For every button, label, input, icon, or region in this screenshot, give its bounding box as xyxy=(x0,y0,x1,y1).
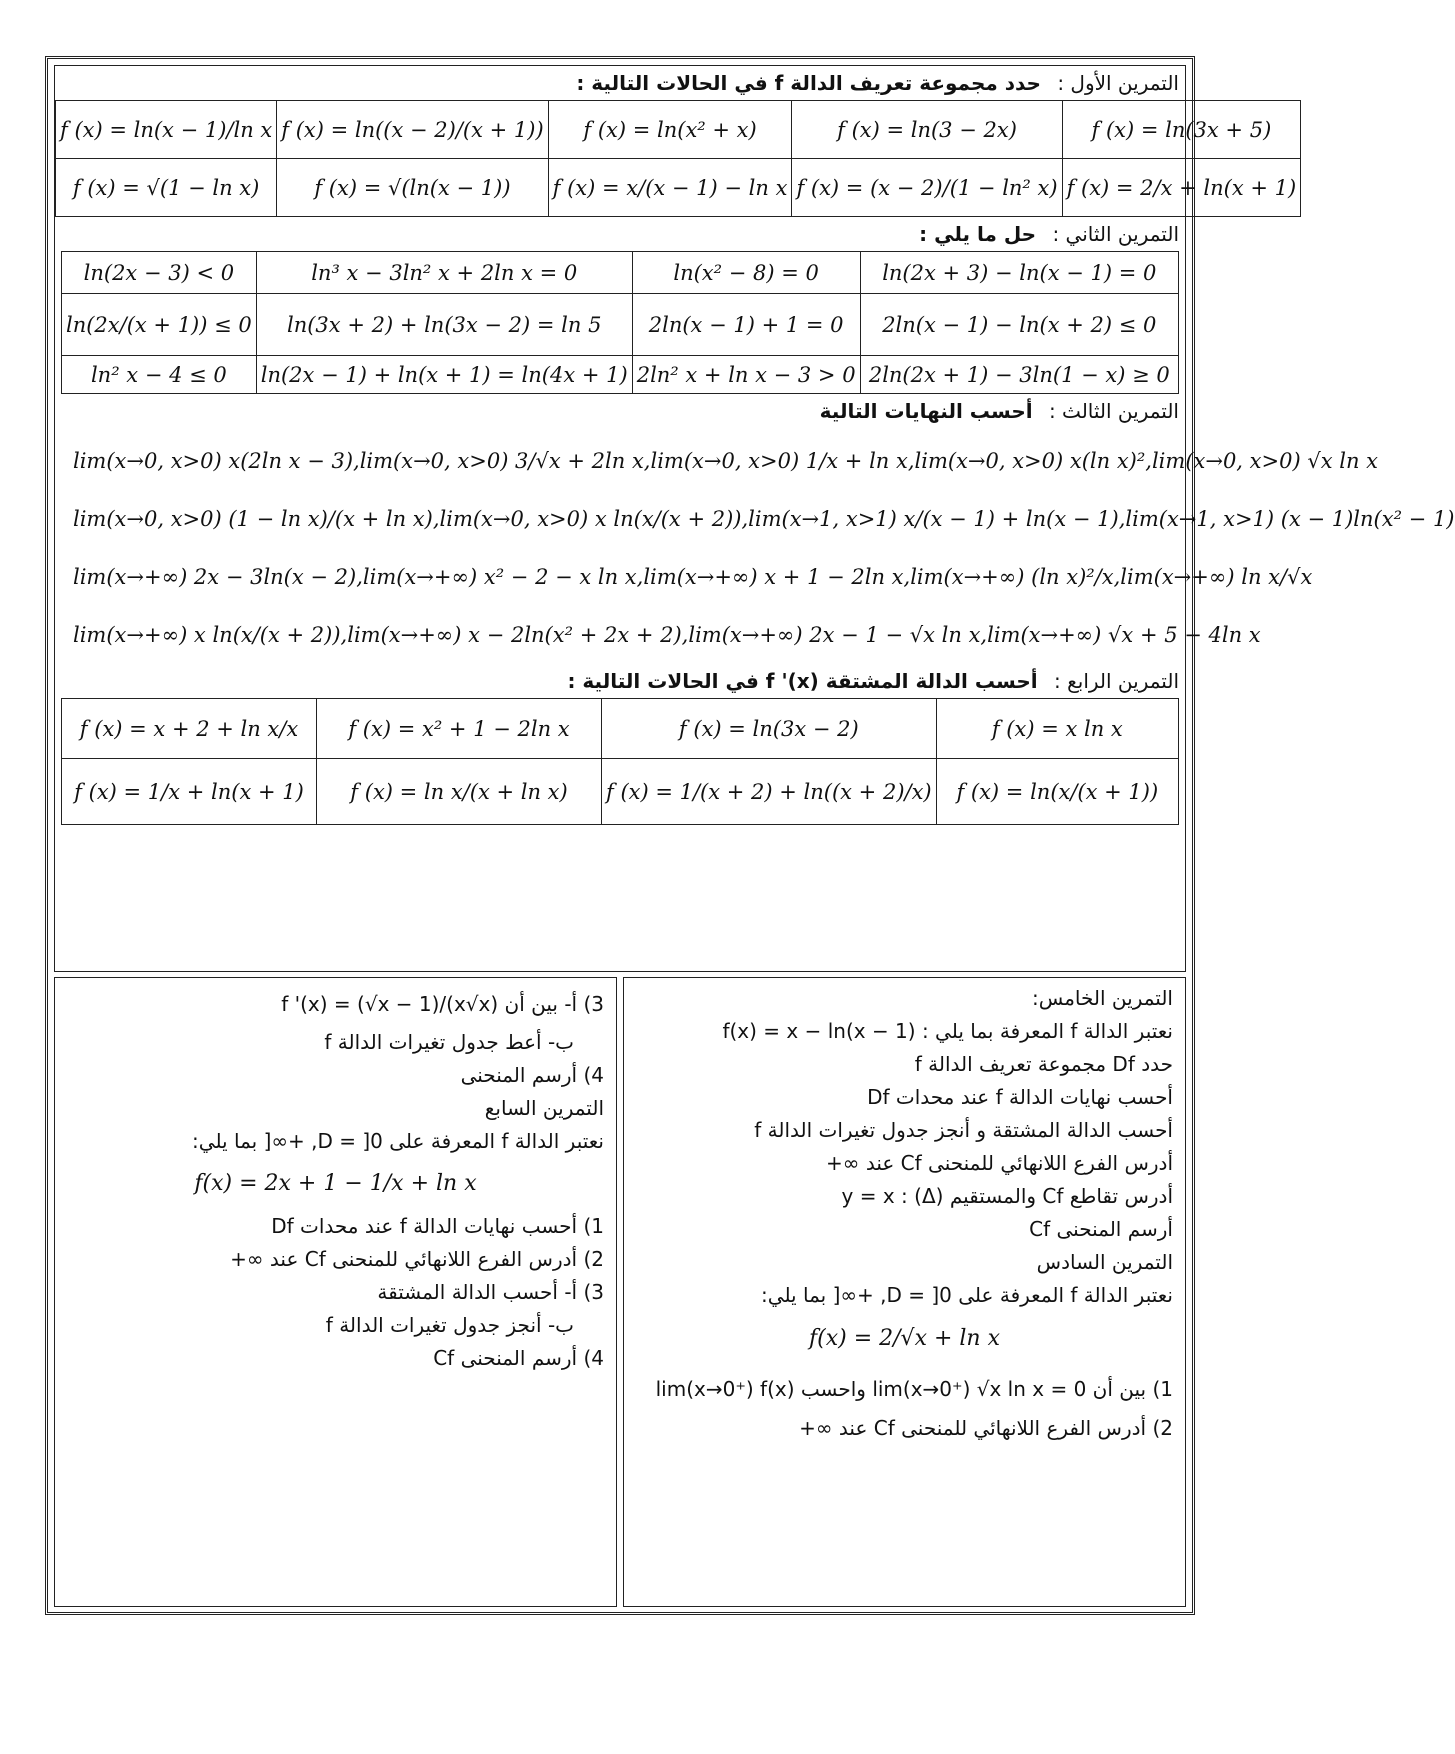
table-row xyxy=(62,699,1179,759)
exercise-4-table xyxy=(61,698,1179,825)
exercise-4-instruction: أحسب الدالة المشتقة f '(x) في الحالات التالية : xyxy=(567,669,1038,693)
exercise-3-instruction: أحسب النهايات التالية xyxy=(819,399,1033,423)
top-section xyxy=(54,65,1455,972)
list-item: 1) بين أن lim(x→0⁺) √x ln x = 0 واحسب lim(x→0⁺) f(x) xyxy=(655,1377,1173,1401)
separator: , xyxy=(1113,565,1121,589)
table-cell: ln(2x − 3) < 0 xyxy=(62,252,257,294)
exercise-2-title xyxy=(55,217,1185,251)
table-cell: f (x) = 1/(x + 2) + ln((x + 2)/x) xyxy=(602,759,937,825)
exercise-1-label: التمرين الأول : xyxy=(1057,71,1179,95)
exercise-7-label: التمرين السابع xyxy=(484,1096,604,1120)
exercise-6-label: التمرين السادس xyxy=(1036,1250,1173,1274)
table-cell: f (x) = 1/x + ln(x + 1) xyxy=(62,759,317,825)
table-cell: ln³ x − 3ln² x + 2ln x = 0 xyxy=(256,252,632,294)
exercise-7-panel xyxy=(54,977,617,1607)
limit-expression: lim(x→+∞) √x + 5 − 4ln x xyxy=(987,623,1261,647)
exercise-1-title xyxy=(55,66,1185,100)
separator: , xyxy=(636,565,644,589)
limit-expression: lim(x→+∞) x − 2ln(x² + 2x + 2) xyxy=(347,623,682,647)
limit-expression: lim(x→1, x>1) x/(x − 1) + ln(x − 1) xyxy=(748,507,1119,531)
table-cell: f (x) = x² + 1 − 2ln x xyxy=(317,699,602,759)
table-row xyxy=(62,759,1179,825)
list-item: 4) أرسم المنحنى Cf xyxy=(433,1346,604,1370)
separator: , xyxy=(643,449,651,473)
table-cell: f (x) = ln(x/(x + 1)) xyxy=(936,759,1178,825)
exercise-6-formula: f(x) = 2/√x + ln x xyxy=(809,1326,1000,1351)
exercise-3-title xyxy=(55,394,1185,428)
list-item: 2) أدرس الفرع اللانهائي للمنحنى Cf عند ∞+ xyxy=(799,1416,1173,1440)
table-cell: 2ln² x + ln x − 3 > 0 xyxy=(632,356,860,394)
limit-expression: lim(x→+∞) x ln(x/(x + 2)) xyxy=(73,623,341,647)
limit-expression: lim(x→+∞) x² − 2 − x ln x xyxy=(362,565,637,589)
table-cell: ln(2x/(x + 1)) ≤ 0 xyxy=(62,294,257,356)
exercise-7-intro: نعتبر الدالة f المعرفة على D = ]0, +∞[ بما يلي: xyxy=(192,1129,604,1153)
table-cell: ln² x − 4 ≤ 0 xyxy=(62,356,257,394)
table-cell: f (x) = √(ln(x − 1)) xyxy=(277,159,548,217)
list-item: 3) أ- بين أن f '(x) = (√x − 1)/(x√x) xyxy=(281,992,604,1016)
separator: , xyxy=(980,623,988,647)
limit-expression: lim(x→1, x>1) (x − 1)ln(x² − 1) xyxy=(1125,507,1455,531)
exercise-1-instruction: حدد مجموعة تعريف الدالة f في الحالات التالية : xyxy=(576,71,1041,95)
limit-expression: lim(x→0, x>0) 1/x + ln x xyxy=(650,449,908,473)
limit-expression: lim(x→0, x>0) x ln(x/(x + 2)) xyxy=(439,507,742,531)
limit-expression: lim(x→0, x>0) √x ln x xyxy=(1151,449,1378,473)
separator: , xyxy=(907,449,915,473)
exercise-2-instruction: حل ما يلي : xyxy=(919,222,1037,246)
table-cell: 2ln(x − 1) + 1 = 0 xyxy=(632,294,860,356)
list-item: حدد Df مجموعة تعريف الدالة f xyxy=(914,1052,1173,1076)
exercise-2-label: التمرين الثاني : xyxy=(1052,222,1179,246)
table-row xyxy=(56,101,1301,159)
table-cell: f (x) = ln x/(x + ln x) xyxy=(317,759,602,825)
exercise-4-label: التمرين الرابع : xyxy=(1054,669,1179,693)
table-row xyxy=(56,159,1301,217)
exercise-5-6-panel xyxy=(623,977,1186,1607)
limits-row xyxy=(73,490,1455,548)
exercise-1-table xyxy=(55,100,1301,217)
table-cell: f (x) = (x − 2)/(1 − ln² x) xyxy=(792,159,1062,217)
limits-row xyxy=(73,548,1313,606)
table-row xyxy=(62,294,1179,356)
table-cell: ln(x² − 8) = 0 xyxy=(632,252,860,294)
limit-expression: lim(x→0, x>0) (1 − ln x)/(x + ln x) xyxy=(73,507,433,531)
separator: , xyxy=(681,623,689,647)
limit-expression: lim(x→+∞) 2x − 1 − √x ln x xyxy=(688,623,981,647)
list-item: أحسب نهايات الدالة f عند محدات Df xyxy=(867,1085,1173,1109)
separator: , xyxy=(741,507,749,531)
list-item: أدرس الفرع اللانهائي للمنحنى Cf عند ∞+ xyxy=(826,1151,1173,1175)
table-cell: f (x) = ln(x − 1)/ln x xyxy=(56,101,277,159)
list-item: أحسب الدالة المشتقة و أنجز جدول تغيرات الدالة f xyxy=(754,1118,1173,1142)
separator: , xyxy=(340,623,348,647)
limit-expression: lim(x→0, x>0) x(ln x)² xyxy=(914,449,1146,473)
list-item: ب- أعط جدول تغيرات الدالة f xyxy=(324,1030,574,1054)
list-item: ب- أنجز جدول تغيرات الدالة f xyxy=(325,1313,574,1337)
table-cell: f (x) = ln(x² + x) xyxy=(548,101,792,159)
limit-expression: lim(x→0, x>0) x(2ln x − 3) xyxy=(73,449,354,473)
exercise-7-formula: f(x) = 2x + 1 − 1/x + ln x xyxy=(194,1171,477,1196)
table-cell: f (x) = ln(3 − 2x) xyxy=(792,101,1062,159)
table-cell: f (x) = x + 2 + ln x/x xyxy=(62,699,317,759)
separator: , xyxy=(903,565,911,589)
limit-expression: lim(x→+∞) (ln x)²/x xyxy=(910,565,1114,589)
list-item: نعتبر الدالة f المعرفة بما يلي : f(x) = x − ln(x − 1) xyxy=(722,1019,1173,1043)
list-item: 1) أحسب نهايات الدالة f عند محدات Df xyxy=(271,1214,604,1238)
exercise-6-intro: نعتبر الدالة f المعرفة على D = ]0, +∞[ بما يلي: xyxy=(761,1283,1173,1307)
table-cell: f (x) = x ln x xyxy=(936,699,1178,759)
limits-row xyxy=(73,432,1378,490)
limit-expression: lim(x→+∞) ln x/√x xyxy=(1120,565,1313,589)
separator: , xyxy=(356,565,363,589)
separator: , xyxy=(1118,507,1126,531)
limit-expression: lim(x→0, x>0) 3/√x + 2ln x xyxy=(359,449,644,473)
table-cell: 2ln(2x + 1) − 3ln(1 − x) ≥ 0 xyxy=(860,356,1178,394)
limit-expression: lim(x→+∞) x + 1 − 2ln x xyxy=(643,565,904,589)
separator: , xyxy=(353,449,360,473)
table-cell: ln(2x + 3) − ln(x − 1) = 0 xyxy=(860,252,1178,294)
separator: , xyxy=(432,507,440,531)
exercise-3-limits xyxy=(55,428,1455,664)
list-item: 3) أ- أحسب الدالة المشتقة xyxy=(377,1280,604,1304)
list-item: أرسم المنحنى Cf xyxy=(1029,1217,1173,1241)
separator: , xyxy=(1145,449,1152,473)
table-cell: 2ln(x − 1) − ln(x + 2) ≤ 0 xyxy=(860,294,1178,356)
exercise-3-label: التمرين الثالث : xyxy=(1048,399,1179,423)
exercise-5-label: التمرين الخامس: xyxy=(1031,986,1173,1010)
table-cell: ln(2x − 1) + ln(x + 1) = ln(4x + 1) xyxy=(256,356,632,394)
table-cell: f (x) = ln((x − 2)/(x + 1)) xyxy=(277,101,548,159)
table-row xyxy=(62,252,1179,294)
exercise-2-table xyxy=(61,251,1179,394)
table-cell: f (x) = 2/x + ln(x + 1) xyxy=(1062,159,1301,217)
table-cell: f (x) = ln(3x − 2) xyxy=(602,699,937,759)
exercise-4-title xyxy=(55,664,1185,698)
list-item: أدرس تقاطع Cf والمستقيم (Δ) : y = x xyxy=(841,1184,1173,1208)
limits-row xyxy=(73,606,1261,664)
table-cell: ln(3x + 2) + ln(3x − 2) = ln 5 xyxy=(256,294,632,356)
table-row xyxy=(62,356,1179,394)
list-item: 4) أرسم المنحنى xyxy=(460,1063,604,1087)
table-cell: f (x) = ln(3x + 5) xyxy=(1062,101,1301,159)
page-frame xyxy=(45,56,1455,1615)
list-item: 2) أدرس الفرع اللانهائي للمنحنى Cf عند ∞+ xyxy=(230,1247,604,1271)
limit-expression: lim(x→+∞) 2x − 3ln(x − 2) xyxy=(73,565,357,589)
table-cell: f (x) = x/(x − 1) − ln x xyxy=(548,159,792,217)
table-cell: f (x) = √(1 − ln x) xyxy=(56,159,277,217)
